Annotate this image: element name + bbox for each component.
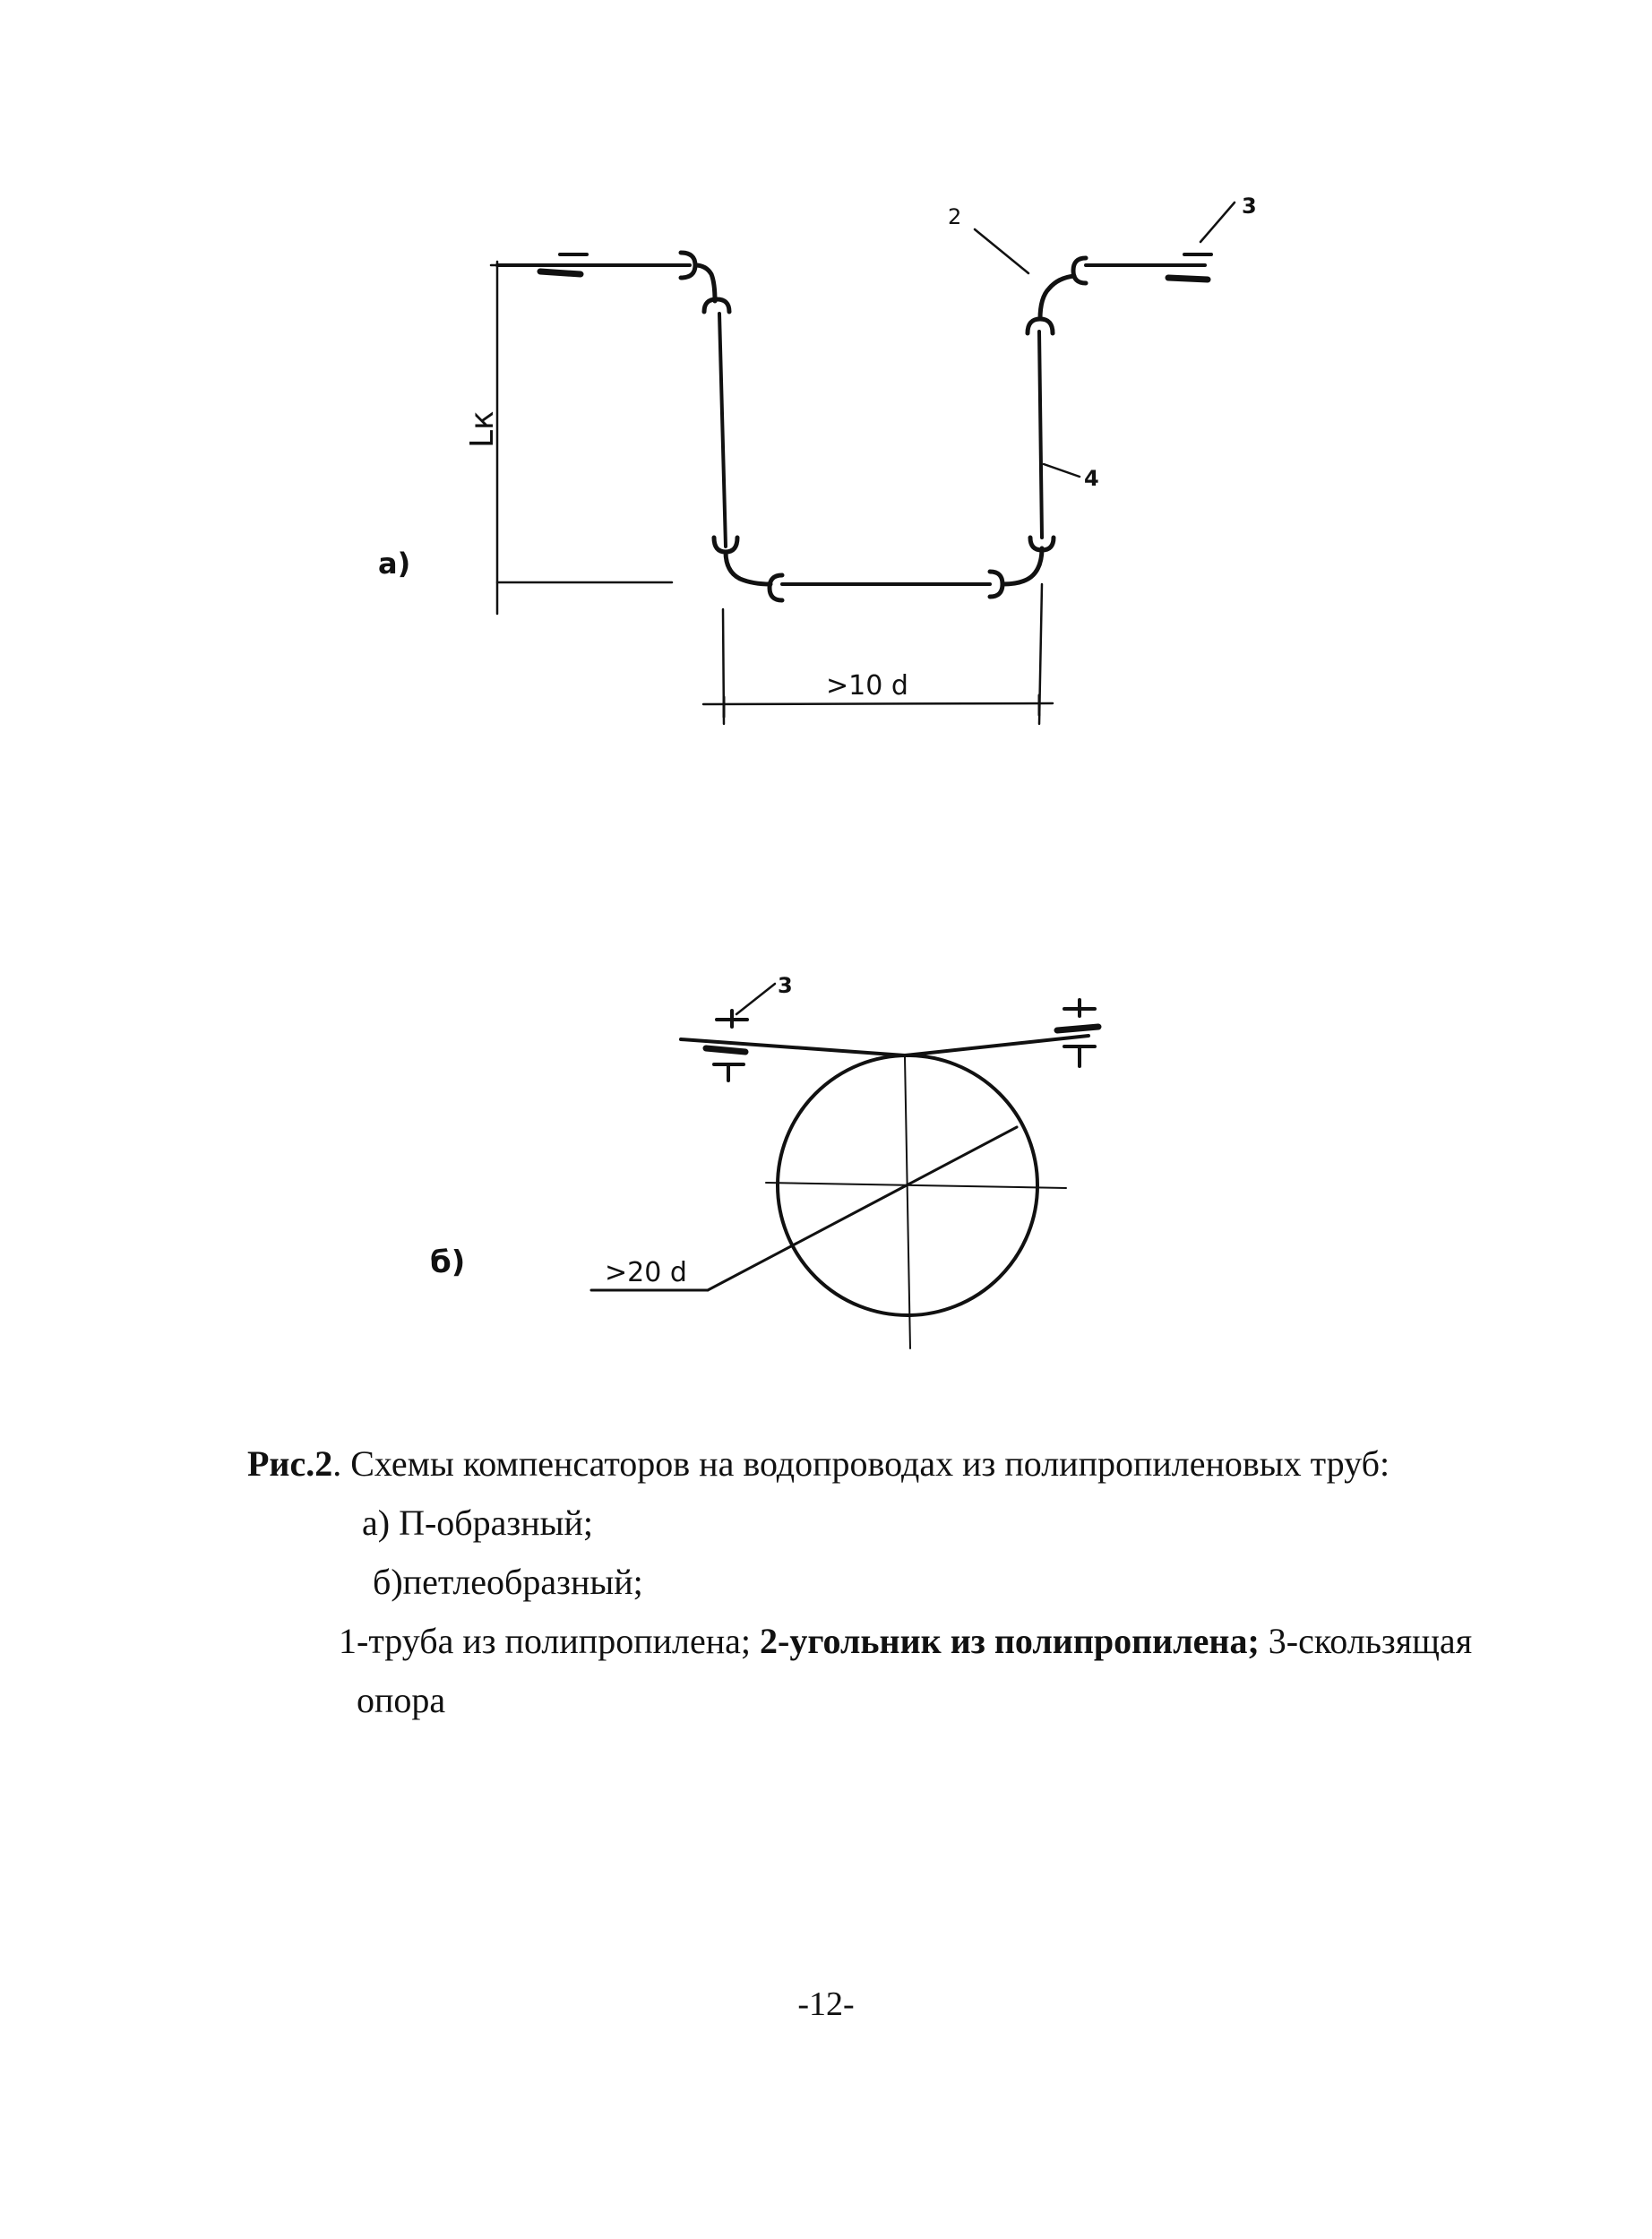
dim-width-label: >10 d — [826, 670, 908, 702]
legend-item-3: 3-скользящая — [1259, 1621, 1473, 1661]
callout-3-label: 3 — [1242, 194, 1257, 219]
radius-line — [708, 1127, 1017, 1290]
pipe-left-vertical — [719, 314, 726, 547]
dim-lk-label: Lк — [464, 410, 501, 448]
caption-item-a: а) П-образный; — [362, 1503, 593, 1543]
loop-compensator — [430, 973, 1098, 1348]
u-shaped-compensator — [378, 194, 1257, 724]
centerline-horizontal — [766, 1183, 1066, 1188]
callout-4-label: 4 — [1084, 466, 1099, 491]
caption-legend — [339, 1620, 1472, 1663]
part-b-label: б) — [430, 1244, 466, 1280]
caption-item-b: б)петлеобразный; — [373, 1562, 643, 1602]
sliding-support-left-b — [706, 1011, 747, 1081]
centerline-vertical — [905, 1057, 910, 1348]
callout-2-label: 2 — [948, 204, 962, 229]
dim-line-width — [703, 703, 1053, 704]
part-a-label: а) — [378, 547, 411, 581]
figure-label: Рис.2 — [247, 1443, 333, 1484]
legend-item-1: 1-труба из полипропилена; — [339, 1621, 751, 1661]
callout-leader-3 — [1200, 202, 1235, 242]
sliding-support-right-b — [1057, 1000, 1098, 1066]
figure-title: . Схемы компенсаторов на водопроводах из полипропиленовых труб: — [332, 1443, 1390, 1484]
callout-leader-4 — [1044, 464, 1080, 477]
pipe-right-vertical — [1039, 332, 1042, 538]
figure-caption-title — [247, 1442, 1390, 1485]
callout-3b-label: 3 — [778, 973, 793, 998]
callout-leader-2 — [975, 229, 1028, 273]
callout-leader-3b — [736, 984, 775, 1014]
caption-legend-cont: опора — [357, 1680, 446, 1720]
page-number: -12- — [797, 1985, 855, 2023]
legend-item-2: 2-угольник из полипропилена; — [751, 1621, 1260, 1661]
pipe-loop-right — [905, 1036, 1088, 1055]
dim-radius-label: >20 d — [605, 1257, 687, 1288]
